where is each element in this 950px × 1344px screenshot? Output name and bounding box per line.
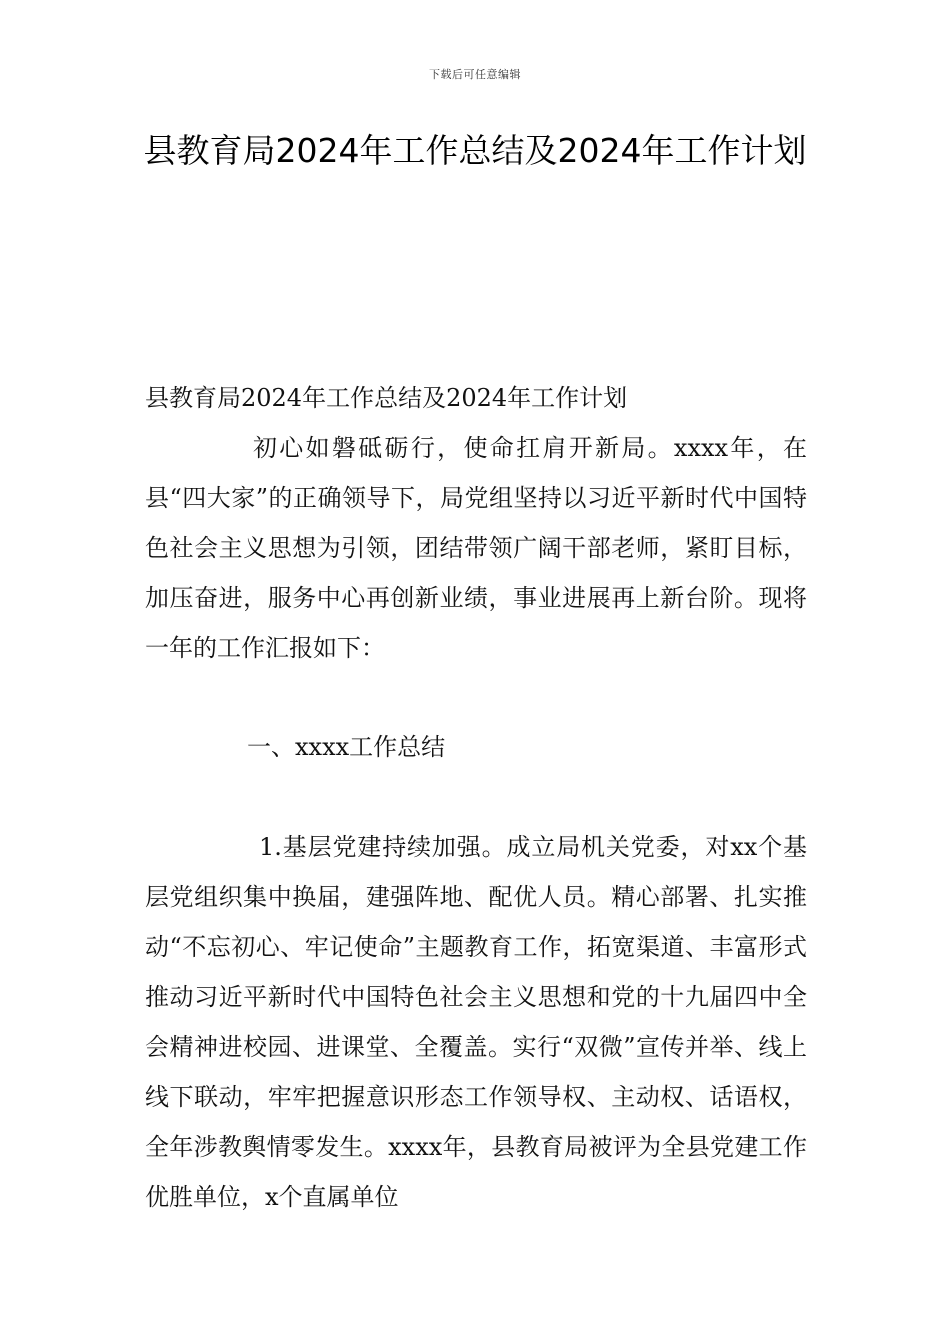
section-heading: 一、xxxx工作总结 [247,733,446,761]
document-subtitle: 县教育局2024年工作总结及2024年工作计划 [145,384,628,412]
page-title: 县教育局2024年工作总结及2024年工作计划 [143,131,807,170]
intro-paragraph: 初心如磐砥砺行，使命扛肩开新局。xxxx年，在县“四大家”的正确领导下，局党组坚持以习近平新时代中国特色社会主义思想为引领，团结带领广阔干部老师，紧盯目标，加压奋进，服务中心再创新业绩，事业进展再上新台阶。现将一年的工作汇报如下： [145,434,807,662]
item-one-paragraph: 1.基层党建持续加强。成立局机关党委，对xx个基层党组织集中换届，建强阵地、配优人员。精心部署、扎实推动“不忘初心、牢记使命”主题教育工作，拓宽渠道、丰富形式推动习近平新时代中国特色社会主义思想和党的十九届四中全会精神进校园、进课堂、全覆盖。实行“双微”宣传并举、线上线下联动，牢牢把握意识形态工作领导权、主动权、话语权，全年涉教舆情零发生。xxxx年，县教育局被评为全县党建工作优胜单位，x个直属单位 [145,833,807,1211]
header-note: 下载后可任意编辑 [429,68,521,81]
